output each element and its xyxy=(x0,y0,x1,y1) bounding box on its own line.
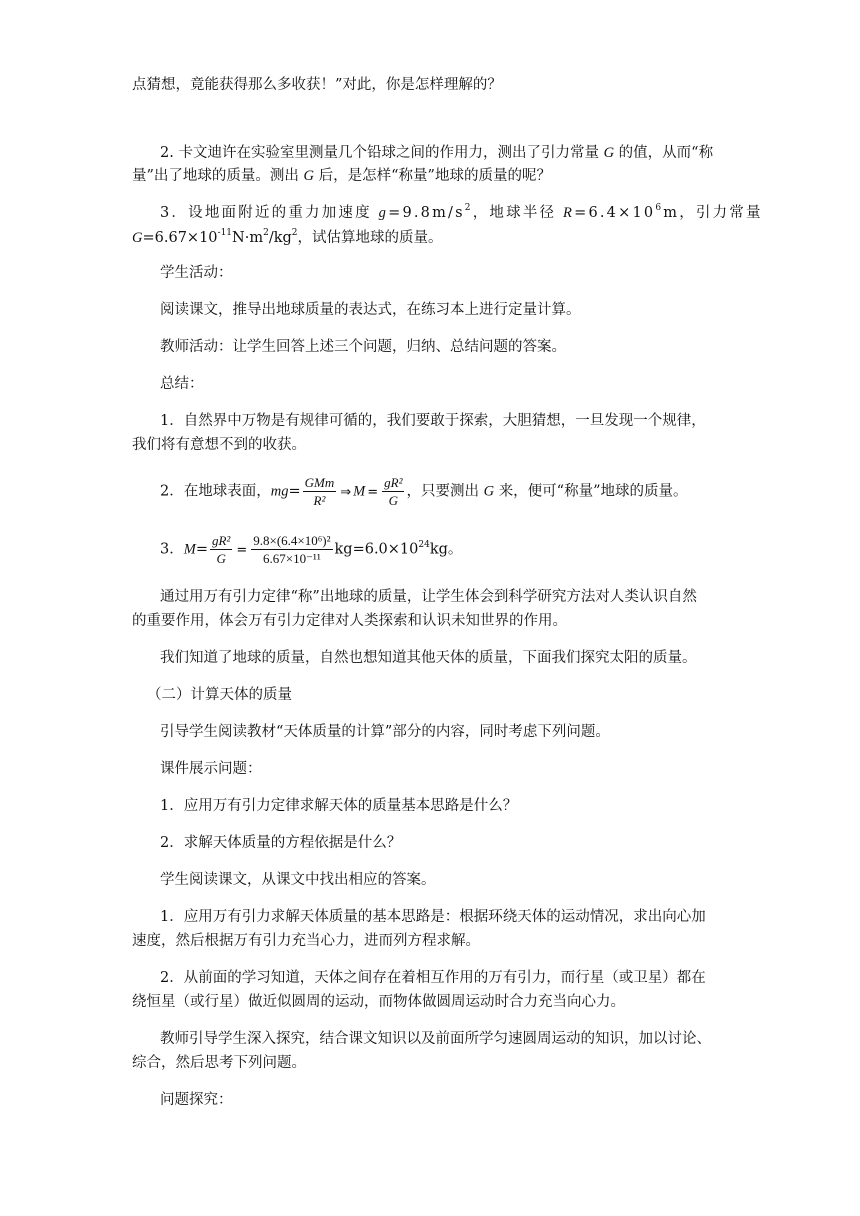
text: 3． xyxy=(160,541,184,558)
question-3-line2 xyxy=(132,222,730,254)
value: =6.67×10 xyxy=(142,230,218,246)
paragraph xyxy=(160,753,730,785)
fraction xyxy=(251,532,332,567)
text: 我们将有意想不到的收获。 xyxy=(132,437,306,453)
unit: N·m xyxy=(232,230,264,246)
paragraph xyxy=(160,1084,730,1116)
text: 教师活动：让学生回答上述三个问题，归纳、总结问题的答案。 xyxy=(160,339,566,355)
paragraph xyxy=(160,716,730,748)
equals: = xyxy=(367,484,379,500)
value: =9.8m/s xyxy=(388,205,465,221)
text: m，引力常量 xyxy=(663,205,763,221)
exponent: 24 xyxy=(418,539,430,550)
text: 2．从前面的学习知道，天体之间存在着相互作用的万有引力，而行星（或卫星）都在 xyxy=(160,970,706,986)
symbol-G: G xyxy=(303,168,315,184)
symbol-g: g xyxy=(378,205,389,221)
question-2-line2 xyxy=(132,160,730,192)
paragraph-line2 xyxy=(132,1047,730,1079)
summary-1-line2 xyxy=(132,429,730,461)
implies-symbol: ⇒ xyxy=(340,484,352,500)
numerator: gR² xyxy=(384,475,403,490)
text: 的值，从而“称 xyxy=(618,145,714,161)
symbol-G: G xyxy=(132,230,143,246)
value: =6.4×10 xyxy=(574,205,656,221)
text: 2．求解天体质量的方程依据是什么？ xyxy=(160,835,402,851)
text: ，地球半径 xyxy=(472,205,557,221)
symbol-M: M xyxy=(183,541,196,558)
text: 点猜想，竟能获得那么多收获！”对此，你是怎样理解的？ xyxy=(132,77,502,93)
text: 量”出了地球的质量。测出 xyxy=(132,168,299,184)
text: 我们知道了地球的质量，自然也想知道其他天体的质量，下面我们探究太阳的质量。 xyxy=(160,650,697,666)
formula-mg: mg xyxy=(270,483,289,500)
fraction xyxy=(382,474,404,509)
paragraph xyxy=(160,368,730,400)
fraction xyxy=(210,532,232,567)
numerator: GMm xyxy=(304,475,335,490)
text: ，只要测出 xyxy=(406,483,479,500)
paragraph xyxy=(160,257,730,289)
text: 1．应用万有引力求解天体质量的基本思路是：根据环绕天体的运动情况，求出向心加 xyxy=(160,909,706,925)
equals: = xyxy=(236,542,248,558)
text: 2. 卡文迪许在实验室里测量几个铅球之间的作用力，测出了引力常量 xyxy=(160,145,599,161)
text: 1．应用万有引力定律求解天体的质量基本思路是什么？ xyxy=(160,798,518,814)
section-heading xyxy=(147,679,745,711)
symbol-G: G xyxy=(483,483,495,500)
symbol-R: R xyxy=(563,205,575,221)
summary-2 xyxy=(160,474,730,509)
text: 综合，然后思考下列问题。 xyxy=(132,1055,306,1071)
answer-1-line2 xyxy=(132,925,730,957)
paragraph-continuation xyxy=(132,69,730,101)
text: 课件展示问题： xyxy=(160,761,262,777)
equals: = xyxy=(195,541,208,558)
paragraph xyxy=(160,642,730,674)
paragraph-line2 xyxy=(132,605,730,637)
exponent: 2 xyxy=(291,228,298,239)
text: （二）计算天体的质量 xyxy=(147,687,292,703)
text: 绕恒星（或行星）做近似圆周的运动，而物体做圆周运动时合力充当向心力。 xyxy=(132,994,625,1010)
text: 问题探究： xyxy=(160,1092,233,1108)
text: 学生阅读课文，从课文中找出相应的答案。 xyxy=(160,872,436,888)
text: 后，是怎样“称量”地球的质量的呢？ xyxy=(318,168,551,184)
fraction xyxy=(303,474,337,509)
text: 阅读课文，推导出地球质量的表达式，在练习本上进行定量计算。 xyxy=(160,302,581,318)
text: 学生活动： xyxy=(160,265,233,281)
numerator: gR² xyxy=(211,533,231,548)
denominator: G xyxy=(216,551,226,566)
paragraph xyxy=(160,864,730,896)
text: 3．设地面附近的重力加速度 xyxy=(160,205,372,221)
exponent: 2 xyxy=(263,228,269,239)
text: 教师引导学生深入探究，结合课文知识以及前面所学匀速圆周运动的知识，加以讨论、 xyxy=(160,1031,711,1047)
unit: /kg xyxy=(268,230,292,246)
summary-3 xyxy=(160,532,730,567)
paragraph xyxy=(160,827,730,859)
exponent: -11 xyxy=(217,228,233,239)
text: 的重要作用，体会万有引力定律对人类探索和认识未知世界的作用。 xyxy=(132,613,567,629)
numerator: 9.8×(6.4×10⁶)² xyxy=(253,533,331,548)
text: ，试估算地球的质量。 xyxy=(297,230,443,246)
text: 通过用万有引力定律“称”出地球的质量，让学生体会到科学研究方法对人类认识自然 xyxy=(160,589,697,605)
paragraph xyxy=(160,790,730,822)
paragraph xyxy=(160,294,730,326)
exponent: 2 xyxy=(464,203,473,214)
text: 来，便可“称量”地球的质量。 xyxy=(498,483,688,500)
answer-2-line2 xyxy=(132,986,730,1018)
denominator: 6.67×10⁻¹¹ xyxy=(262,551,321,566)
denominator: G xyxy=(388,493,398,508)
exponent: 6 xyxy=(655,203,664,214)
paragraph xyxy=(160,331,730,363)
text: 2．在地球表面， xyxy=(160,483,271,500)
text: 速度，然后根据万有引力充当心力，进而列方程求解。 xyxy=(132,933,480,949)
text: 总结： xyxy=(160,376,204,392)
symbol-M: M xyxy=(353,483,366,500)
symbol-G: G xyxy=(603,145,615,161)
denominator: R² xyxy=(313,493,326,508)
text: 引导学生阅读教材“天体质量的计算”部分的内容，同时考虑下列问题。 xyxy=(160,724,610,740)
equals: = xyxy=(288,483,301,500)
text: kg=6.0×10 xyxy=(334,541,419,558)
text: 1．自然界中万物是有规律可循的，我们要敢于探索，大胆猜想，一旦发现一个规律， xyxy=(160,413,706,429)
text: kg。 xyxy=(429,541,463,558)
